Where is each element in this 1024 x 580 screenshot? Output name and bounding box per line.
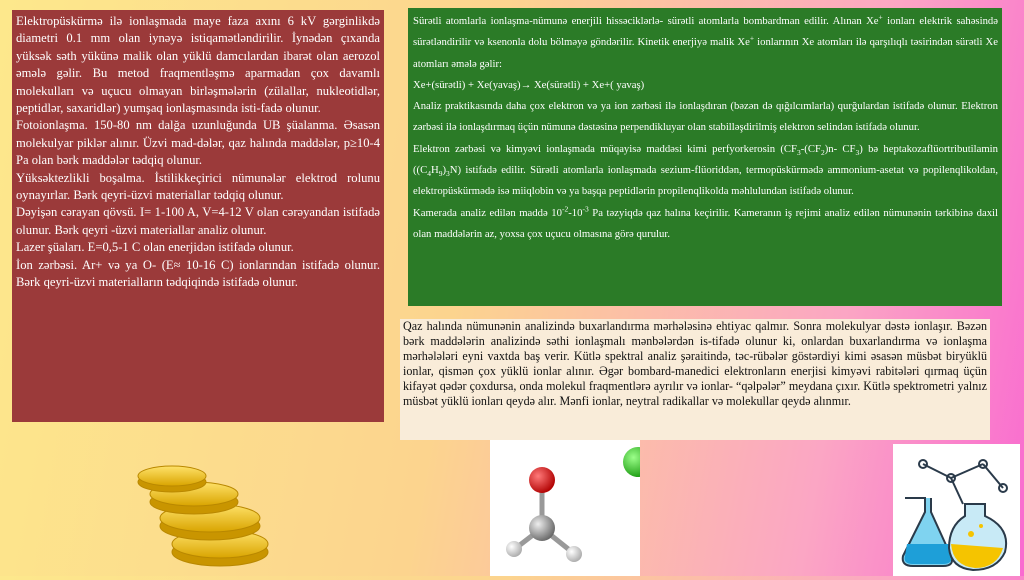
left-text-panel (12, 10, 384, 422)
chemistry-flasks-icon (893, 444, 1020, 576)
top-right-text-panel (408, 8, 1002, 306)
paragraph-laser: Lazer şüaları. E=0,5-1 C olan enerjidən istifadə olunur. (16, 240, 294, 255)
paragraph-ion-impact: İon zərbəsi. Ar+ və ya O- (E≈ 10-16 C) ionlarından istifadə olunur. Bərk qeyri-üzvi materialların tədqiqində istifadə olunur. (16, 257, 380, 290)
paragraph-photoionization: Fotoionlaşma. 150-80 nm dalğa uzunluğunda UB şüalanma. Əsasən molekulyar piklər alınır. Üzvi mad-dələr, qaz halında maddələr, p≥10-4 Pa olan bərk maddələr tədqiq olunur. (16, 118, 380, 168)
paragraph-alternating-arc: Dəyişən cərayan qövsü. I= 1-100 A, V=4-12 V olan cərəyandan istifadə olunur. Bərk qeyri -üzvi materiallar analiz olunur. (16, 205, 380, 237)
molecule-model-icon (490, 440, 640, 576)
gold-coins-icon (132, 460, 282, 570)
paragraph-fast-atoms: Sürətli atomlarla ionlaşma-nümunə enerjili hissəciklərlə- sürətli atomlarla bombardman edilir. Alınan Xe+ ionları elektrik sahəsində sürətləndirilir və ksenonla dolu bölməyə göndərilir. Kinetik enerjiyə malik Xe+ ionlarının Xe atomları ilə qarşılıqlı təsirindən sürətli Xe atomları əmələ gəlir: (413, 12, 998, 70)
equation-xenon: Xe+(sürətli) + Xe(yavaş)→ Xe(sürətli) + Xe+( yavaş) (413, 78, 645, 91)
paragraph-gas-phase-analysis: Qaz halında nümunənin analizində buxarlandırma mərhələsinə ehtiyac qalmır. Sonra molekulyar dəstə ionlaşır. Bəzən bərk maddələrin analizində səthi ionlaşmalı mənbələrdən is-tifadə olunur ki, onlardan buxarlandırma və ionlaşma mərhələləri eyni vaxtda baş verir. Kütlə spektral analiz şəraitində, təc-rübələr göstərdiyi kimi əsasən müsbət biryüklü ionlar, qismən çox yüklü ionlar alınır. Əgər bombard-manedici elektronların enerjisi kimyəvi rabitələri qırmaq üçün kifayət qədər çoxdursa, onda molekul fraqmentlərə ayrılır və ionlar- “qəlpələr” meydana çıxır. Kütlə spektrometri yalnız müsbət yüklü ionları qeydə alır. Mənfi ionlar, neytral radikallar və molekullar qeydə alınmır. (403, 319, 987, 408)
paragraph-electrospray: Elektropüskürmə ilə ionlaşmada maye faza axını 6 kV gərginlikdə diametri 0.1 mm olan iynəyə istiqamətləndirilir. İynədən çıxanda yüksək səth yükünə malik olan yüklü damcılardan ibarət olan aerozol əmələ gəlir. Bu metod fraqmentləşmə aparmadan çox davamlı molekulları və uçucu olmayan birləşmələrin (zülallar, nukleotidlər, peptidlər, saxaridlər) yumşaq ionlaşmasında isti-fadə olunur. (16, 14, 380, 116)
paragraph-high-frequency-discharge: Yüksəktezlikli boşalma. İstilikkeçirici nümunələr elektrod rolunu oynayırlar. Bərk qeyri-üzvi materiallar tədqiq olunur. (16, 170, 380, 203)
paragraph-chamber-pressure: Kamerada analiz edilən maddə $10^{-2}-10^{-3}$ Pa təzyiqdə qaz halına keçirilir. Kameranın iş rejimi analiz edilən nümunənin tərkibinə daxil olan maddələrin az, yoxsa çox uçucu olmasına görə qurulur. (413, 204, 998, 240)
paragraph-reference-substances: Elektron zərbəsi və kimyəvi ionlaşmada müqayisə maddəsi kimi perfyorkerosin ($CF_3-(CF_2)n-$ $CF_3$) bə heptakozaflüortributilamin $((C_4H_9)_3N)$ istifadə edilir. Sürətli atomlarla ionlaşmada sezium-flüoriddən, termopüskürmədə ammonium-asetat və popilenqlikoldan, elektropüskürmədə isə miiqlobin və ya başqa peptidlərin propilenqlikolda məhlulundan istifadə olunur. (413, 142, 998, 198)
paragraph-electron-impact: Analiz praktikasında daha çox elektron və ya ion zərbəsi ilə ionlaşdıran (bəzən də qığılcımlarla) qurğulardan istifadə olunur. Elektron zərbəsi ilə ionlaşdırmaq üçün nümunə dəstəsinə perpendikluyar olan stabilləşdirilmiş elektron selindən istifadə olunur. (413, 100, 998, 134)
mid-right-text-panel (400, 319, 990, 440)
